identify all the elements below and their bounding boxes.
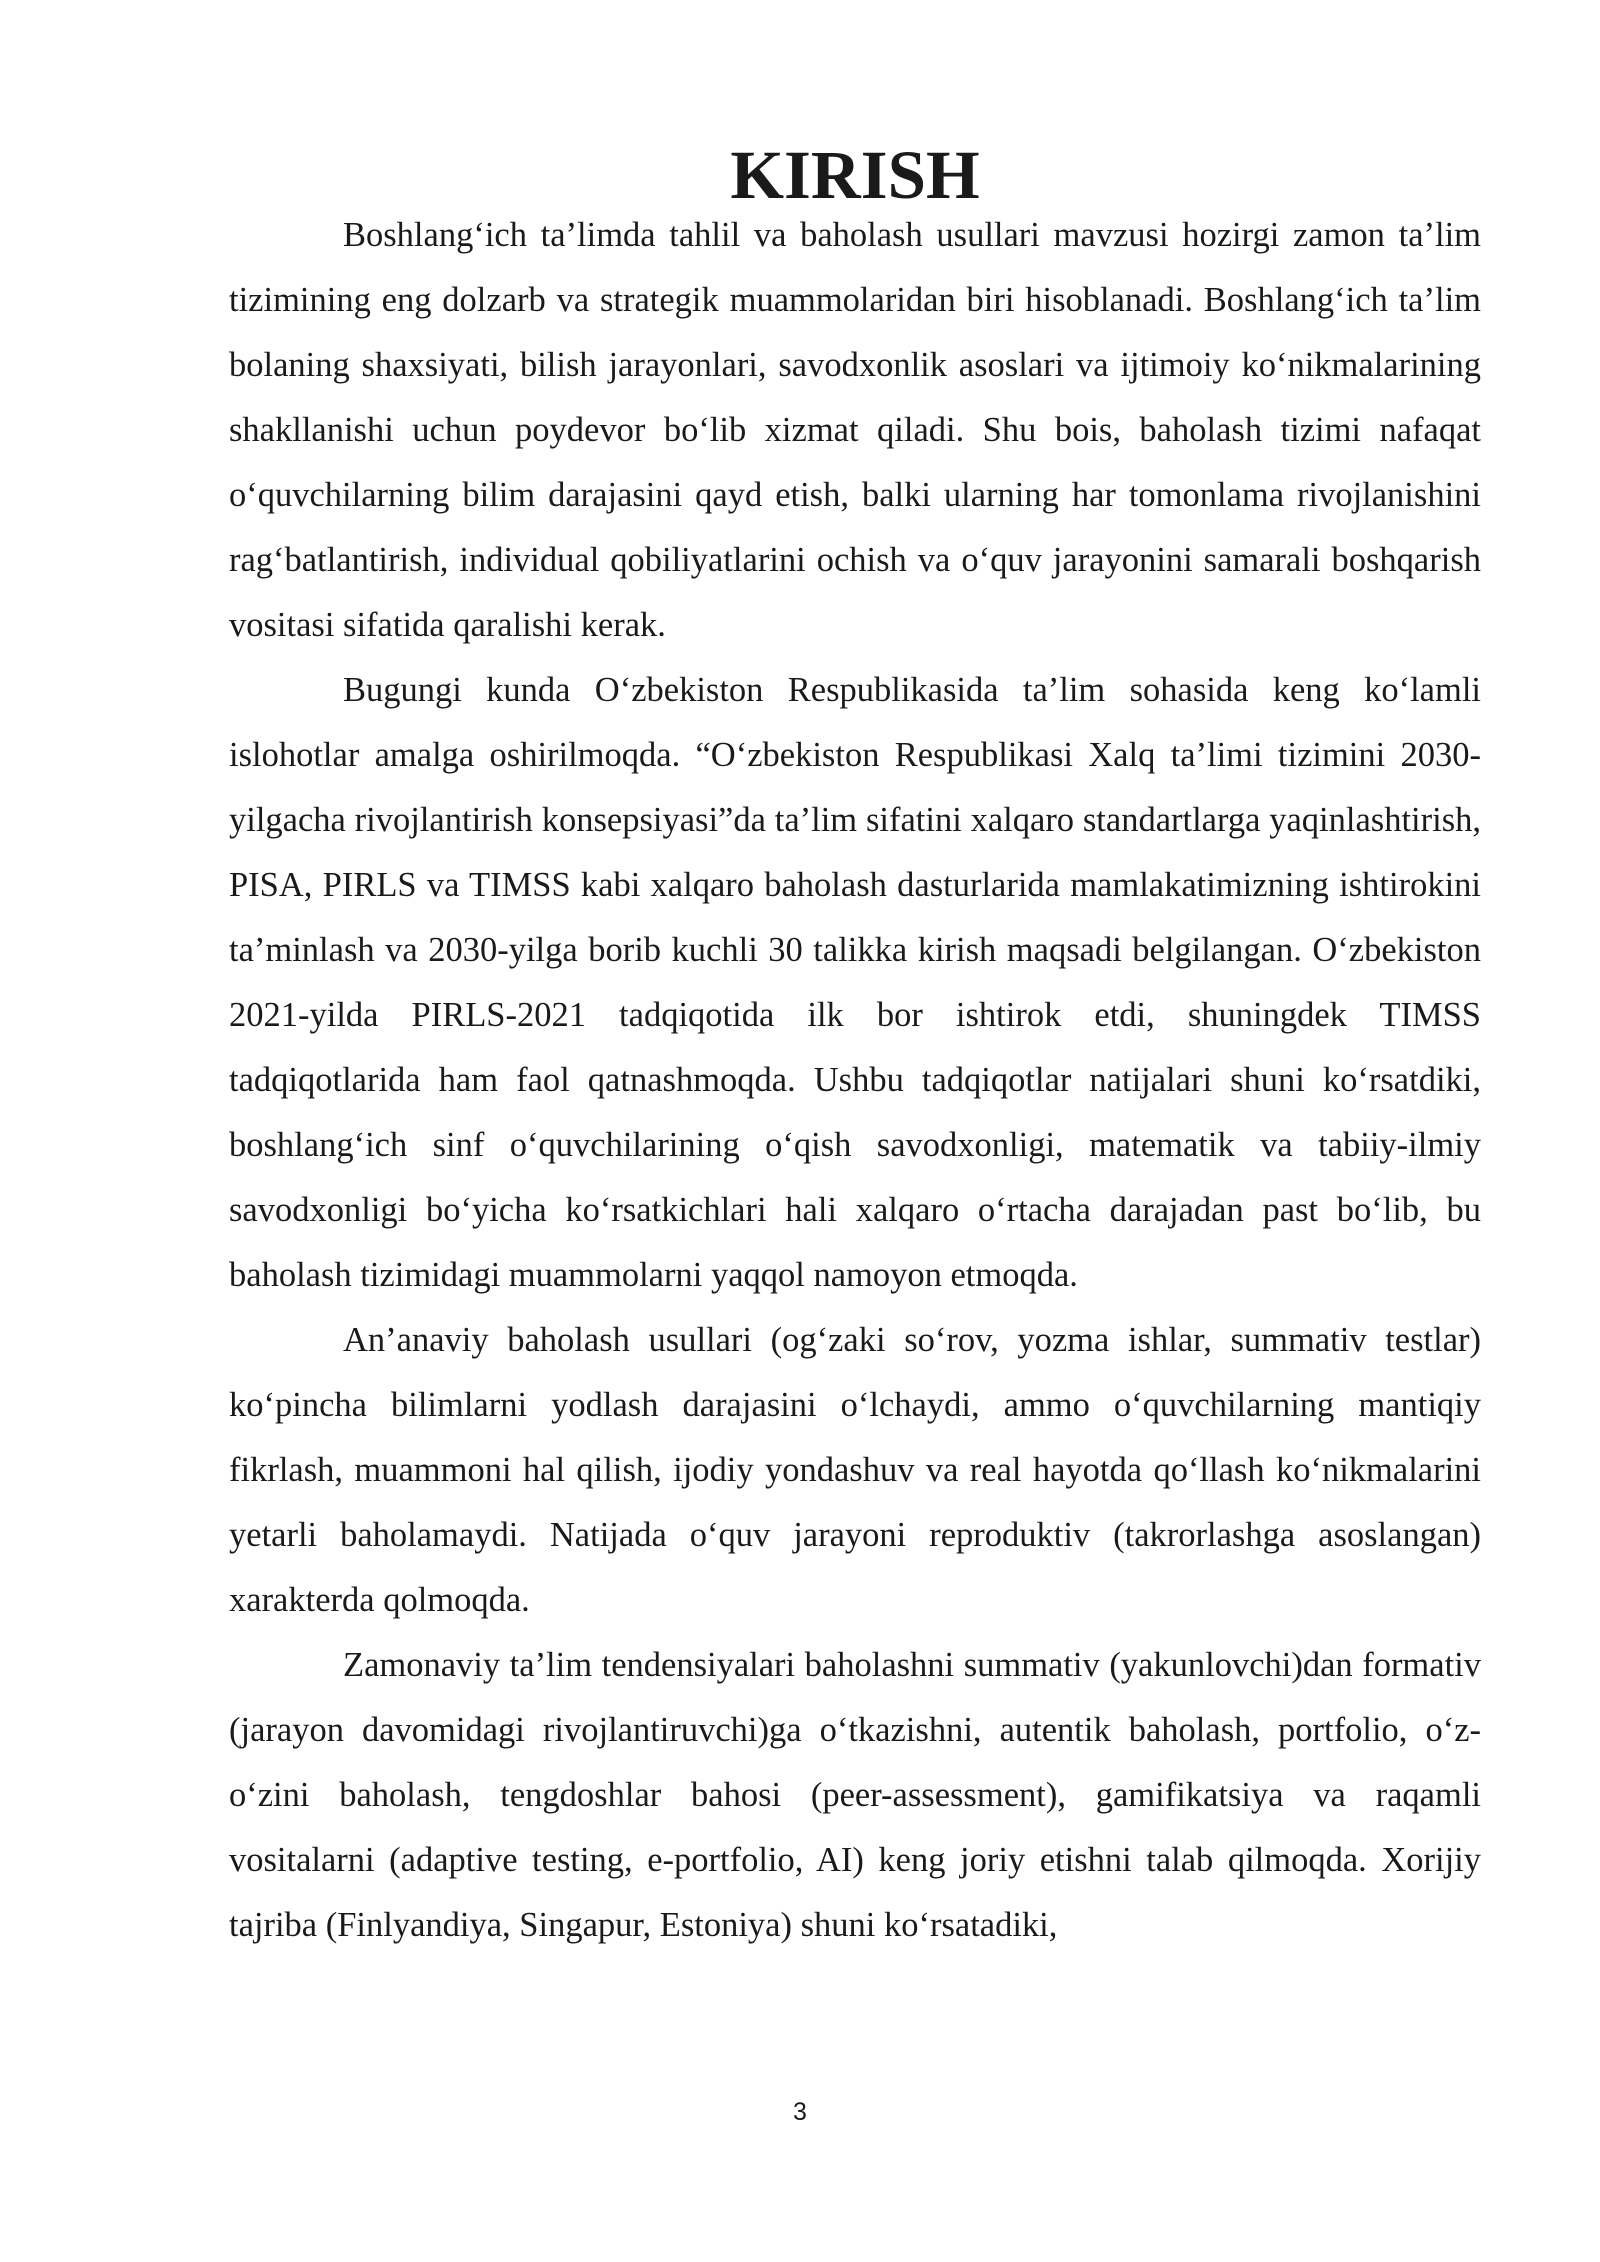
- section-title: KIRISH: [730, 137, 980, 213]
- page-content: [229, 137, 1481, 1958]
- paragraph-3: An’anaviy baholash usullari (og‘zaki so‘rov, yozma ishlar, summativ testlar) ko‘pincha bilimlarni yodlash darajasini o‘lchaydi, ammo o‘quvchilarning mantiqiy fikrlash, muammoni hal qilish, ijodiy yondashuv va real hayotda qo‘llash ko‘nikmalarini yetarli baholamaydi. Natijada o‘quv jarayoni reproduktiv (takrorlashga asoslangan) xarakterda qolmoqda.: [229, 1321, 1481, 1619]
- page-number: 3: [793, 2098, 807, 2126]
- paragraph-1: Boshlang‘ich ta’limda tahlil va baholash usullari mavzusi hozirgi zamon ta’lim tizimining eng dolzarb va strategik muammolaridan biri hisoblanadi. Boshlang‘ich ta’lim bolaning shaxsiyati, bilish jarayonlari, savodxonlik asoslari va ijtimoiy ko‘nikmalarining shakllanishi uchun poydevor bo‘lib xizmat qiladi. Shu bois, baholash tizimi nafaqat o‘quvchilarning bilim darajasini qayd etish, balki ularning har tomonlama rivojlanishini rag‘batlantirish, individual qobiliyatlarini ochish va o‘quv jarayonini samarali boshqarish vositasi sifatida qaralishi kerak.: [229, 216, 1481, 644]
- paragraph-4: Zamonaviy ta’lim tendensiyalari baholashni summativ (yakunlovchi)dan formativ (jarayon davomidagi rivojlantiruvchi)ga o‘tkazishni, autentik baholash, portfolio, o‘z-o‘zini baholash, tengdoshlar bahosi (peer-assessment), gamifikatsiya va raqamli vositalarni (adaptive testing, e-portfolio, AI) keng joriy etishni talab qilmoqda. Xorijiy tajriba (Finlyandiya, Singapur, Estoniya) shuni ko‘rsatadiki,: [229, 1646, 1481, 1944]
- paragraph-2: Bugungi kunda O‘zbekiston Respublikasida ta’lim sohasida keng ko‘lamli islohotlar amalga oshirilmoqda. “O‘zbekiston Respublikasi Xalq ta’limi tizimini 2030-yilgacha rivojlantirish konsepsiyasi”da ta’lim sifatini xalqaro standartlarga yaqinlashtirish, PISA, PIRLS va TIMSS kabi xalqaro baholash dasturlarida mamlakatimizning ishtirokini ta’minlash va 2030-yilga borib kuchli 30 talikka kirish maqsadi belgilangan. O‘zbekiston 2021-yilda PIRLS-2021 tadqiqotida ilk bor ishtirok etdi, shuningdek TIMSS tadqiqotlarida ham faol qatnashmoqda. Ushbu tadqiqotlar natijalari shuni ko‘rsatdiki, boshlang‘ich sinf o‘quvchilarining o‘qish savodxonligi, matematik va tabiiy-ilmiy savodxonligi bo‘yicha ko‘rsatkichlari hali xalqaro o‘rtacha darajadan past bo‘lib, bu baholash tizimidagi muammolarni yaqqol namoyon etmoqda.: [229, 671, 1481, 1294]
